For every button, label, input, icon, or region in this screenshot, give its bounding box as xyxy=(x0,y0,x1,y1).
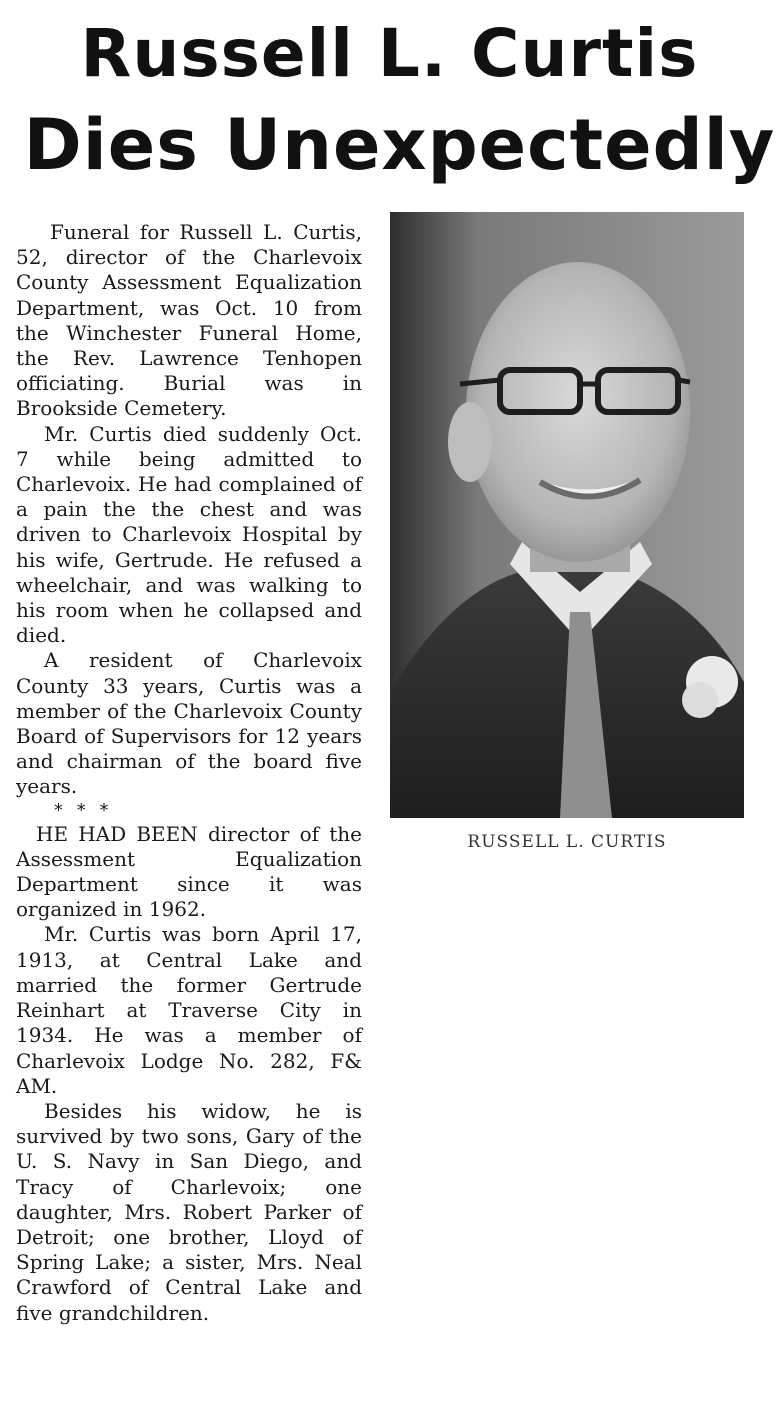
article-paragraph: Mr. Curtis died suddenly Oct. 7 while being admitted to Charlevoix. He had complained of a pain the the chest and was driven to Charlevoix Hospital by his wife, Gertrude. He refused a wheelchair, and was walking to his room when he collapsed and died. xyxy=(16,421,362,648)
section-separator: * * * xyxy=(54,799,113,821)
article-paragraph: Funeral for Russell L. Curtis, 52, director of the Charlevoix County Assessment Equalization Department, was Oct. 10 from the Winchester Funeral Home, the Rev. Lawrence Tenhopen officiating. Burial was in Brookside Cemetery. xyxy=(16,220,362,421)
article-paragraph: Besides his widow, he is survived by two sons, Gary of the U. S. Navy in San Diego, and Tracy of Charlevoix; one daughter, Mrs. Robert Parker of Detroit; one brother, Lloyd of Spring Lake; a sister, Mrs. Neal Crawford of Central Lake and five grandchildren. xyxy=(16,1098,362,1325)
headline-line-2: Dies Unexpectedly xyxy=(23,104,776,186)
photo-caption: RUSSELL L. CURTIS xyxy=(467,832,667,852)
headline-line-1: Russell L. Curtis xyxy=(80,15,699,92)
article-body xyxy=(16,220,362,1326)
portrait-photo xyxy=(390,212,744,818)
article-paragraph: Mr. Curtis was born April 17, 1913, at Central Lake and married the former Gertrude Reinhart at Traverse City in 1934. He was a member of Charlevoix Lodge No. 282, F& AM. xyxy=(16,922,362,1098)
article-paragraph: HE HAD BEEN director of the Assessment Equalization Department since it was organized in 1962. xyxy=(16,821,362,922)
article-paragraph: A resident of Charlevoix County 33 years, Curtis was a member of the Charlevoix County Board of Supervisors for 12 years and chairman of the board five years. xyxy=(16,648,362,799)
